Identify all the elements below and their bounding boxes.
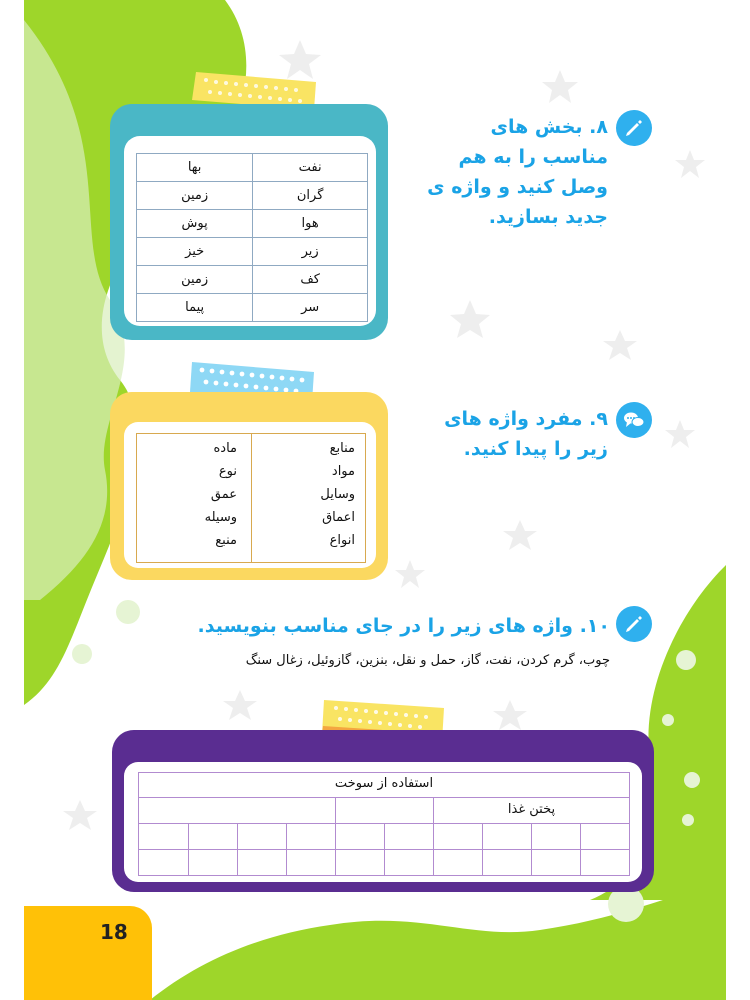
list-item: وسیله <box>204 510 237 525</box>
list-item: انواع <box>329 533 355 548</box>
q8-title-line: وصل کنید و واژه ی <box>427 176 608 198</box>
list-item: نوع <box>218 464 237 479</box>
table-row <box>137 266 368 294</box>
q10-title: ۱۰. واژه های زیر را در جای مناسب بنویسید. <box>197 615 610 637</box>
q9-left-column <box>177 437 237 552</box>
list-item: عمق <box>210 487 237 502</box>
pencil-icon <box>616 606 652 642</box>
table-row <box>137 210 368 238</box>
q9-table <box>136 433 366 563</box>
table-row <box>137 238 368 266</box>
q10-word-list: چوب، گرم کردن، نفت، گاز، حمل و نقل، بنزین، گازوئیل، زغال سنگ <box>245 653 610 668</box>
q8-title-line: مناسب را به هم <box>458 146 608 168</box>
table-cell: سر <box>253 294 368 322</box>
table-cell: بها <box>137 154 253 182</box>
table-cell: پوش <box>137 210 253 238</box>
pencil-icon <box>616 110 652 146</box>
table-subheader: پختن غذا <box>507 802 556 817</box>
q8-title-line: جدید بسازید. <box>488 206 608 228</box>
list-item: ماده <box>213 441 237 456</box>
table-cell: گران <box>253 182 368 210</box>
q8-title-line: ۸. بخش های <box>490 116 608 138</box>
table-cell: زمین <box>137 182 253 210</box>
table-cell: زمین <box>137 266 253 294</box>
list-item: وسایل <box>320 487 355 502</box>
q10-table <box>138 772 630 876</box>
table-row <box>137 182 368 210</box>
q9-right-column <box>255 437 355 552</box>
table-cell: هوا <box>253 210 368 238</box>
q9-title <box>380 404 608 464</box>
table-cell: خیز <box>137 238 253 266</box>
table-cell: نفت <box>253 154 368 182</box>
table-header: استفاده از سوخت <box>334 776 434 791</box>
q9-title-line: ۹. مفرد واژه های <box>444 408 608 430</box>
list-item: منبع <box>215 533 237 548</box>
table-cell: پیما <box>137 294 253 322</box>
list-item: مواد <box>331 464 355 479</box>
q8-title <box>380 112 608 232</box>
chat-icon <box>616 402 652 438</box>
page-number-box <box>24 906 152 1000</box>
page-number: 18 <box>100 920 128 944</box>
table-cell: زیر <box>253 238 368 266</box>
table-row <box>137 294 368 322</box>
list-item: منابع <box>329 441 355 456</box>
table-cell: کف <box>253 266 368 294</box>
q9-title-line: زیر را پیدا کنید. <box>463 438 608 460</box>
table-row <box>137 154 368 182</box>
list-item: اعماق <box>322 510 355 525</box>
q8-table <box>136 153 368 322</box>
